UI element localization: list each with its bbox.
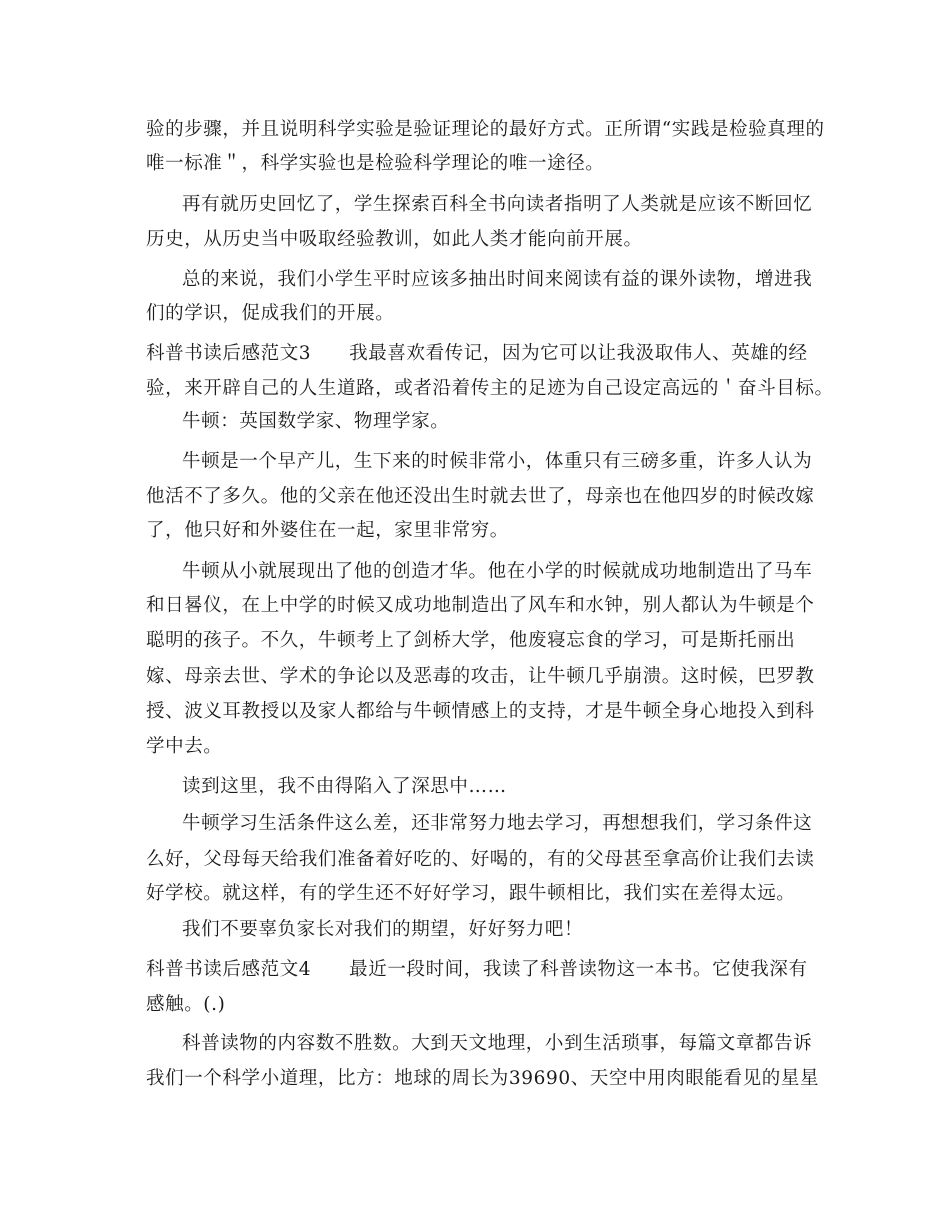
text-line: 验的步骤，并且说明科学实验是验证理论的最好方式。正所谓“实践是检验真理的 bbox=[146, 119, 825, 140]
text-line: 授、波义耳教授以及家人都给与牛顿情感上的支持，才是牛顿全身心地投入到科 bbox=[146, 701, 815, 722]
text-line: 再有就历史回忆了，学生探索百科全书向读者指明了人类就是应该不断回忆 bbox=[182, 194, 813, 215]
text-line: 了，他只好和外婆住在一起，家里非常穷。 bbox=[146, 520, 509, 541]
section-heading-line bbox=[146, 342, 806, 366]
text-line: 和日晷仪，在上中学的时候又成功地制造出了风车和水钟，别人都认为牛顿是个 bbox=[146, 595, 815, 616]
text-line: 好学校。就这样，有的学生还不好好学习，跟牛顿相比，我们实在差得太远。 bbox=[146, 883, 796, 904]
text-line: 我最喜欢看传记，因为它可以让我汲取伟人、英雄的经 bbox=[349, 343, 808, 364]
text-line: 总的来说，我们小学生平时应该多抽出时间来阅读有益的课外读物，增进我 bbox=[182, 269, 813, 290]
text-line: 历史，从历史当中吸取经验教训，如此人类才能向前开展。 bbox=[146, 229, 643, 250]
section-heading: 科普书读后感范文3 bbox=[146, 343, 312, 364]
section-heading-line bbox=[146, 958, 806, 982]
text-line: 感触。(.) bbox=[146, 994, 226, 1015]
text-line: 读到这里，我不由得陷入了深思中…… bbox=[182, 776, 507, 797]
text-line: 们的学识，促成我们的开展。 bbox=[146, 303, 395, 324]
text-line: 牛顿从小就展现出了他的创造才华。他在小学的时候就成功地制造出了马车 bbox=[182, 561, 813, 582]
text-line: 我们不要辜负家长对我们的期望，好好努力吧！ bbox=[182, 919, 584, 940]
text-line: 我们一个科学小道理，比方：地球的周长为39690、天空中用肉眼能看见的星星 bbox=[146, 1068, 820, 1089]
text-line: 聪明的孩子。不久，牛顿考上了剑桥大学，他废寝忘食的学习，可是斯托丽出 bbox=[146, 630, 796, 651]
text-line: 验，来开辟自己的人生道路，或者沿着传主的足迹为自己设定高远的＇奋斗目标。 bbox=[146, 378, 834, 399]
text-line: 嫁、母亲去世、学术的争论以及恶毒的攻击，让牛顿几乎崩溃。这时候，巴罗教 bbox=[146, 666, 815, 687]
text-line: 牛顿学习生活条件这么差，还非常努力地去学习，再想想我们，学习条件这 bbox=[182, 813, 813, 834]
text-line: 牛顿：英国数学家、物理学家。 bbox=[182, 411, 450, 432]
text-line: 他活不了多久。他的父亲在他还没出生时就去世了，母亲也在他四岁的时候改嫁 bbox=[146, 486, 815, 507]
section-heading: 科普书读后感范文4 bbox=[146, 959, 312, 980]
text-line: 学中去。 bbox=[146, 736, 223, 757]
text-line: 么好，父母每天给我们准备着好吃的、好喝的，有的父母甚至拿高价让我们去读 bbox=[146, 849, 815, 870]
text-line: 科普读物的内容数不胜数。大到天文地理，小到生活琐事，每篇文章都告诉 bbox=[182, 1033, 813, 1054]
text-line: 最近一段时间，我读了科普读物这一本书。它使我深有 bbox=[349, 959, 808, 980]
text-line: 唯一标准＂，科学实验也是检验科学理论的唯一途径。 bbox=[146, 153, 605, 174]
text-line: 牛顿是一个早产儿，生下来的时候非常小，体重只有三磅多重，许多人认为 bbox=[182, 451, 813, 472]
